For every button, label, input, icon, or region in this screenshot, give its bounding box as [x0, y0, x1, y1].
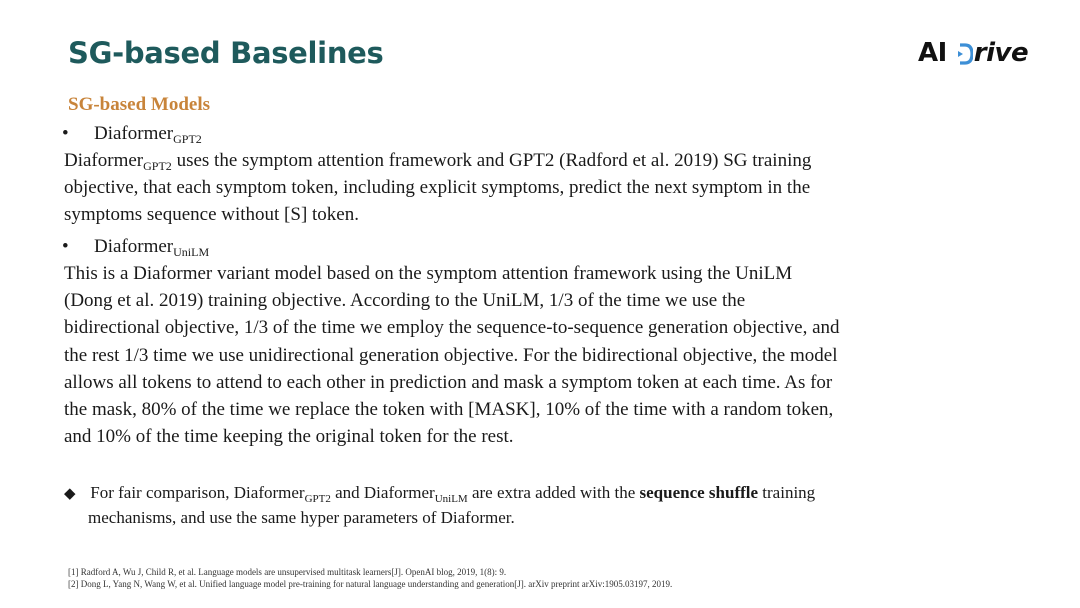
logo-suffix: rive: [973, 38, 1029, 68]
slide-title: SG-based Baselines: [68, 36, 384, 70]
model-subscript: UniLM: [173, 245, 210, 259]
reference-item: [1] Radford A, Wu J, Child R, et al. Language models are unsupervised multitask learners[J]. OpenAI blog, 2019, 1(8): 9.: [68, 567, 507, 577]
paragraph-line: the mask, 80% of the time we replace the token with [MASK], 10% of the time with a random token,: [64, 399, 834, 421]
paragraph-line: objective, that each symptom token, including explicit symptoms, predict the next symptom in the: [64, 177, 811, 199]
references: [68, 566, 672, 590]
logo-prefix: AI: [918, 38, 947, 68]
bullet-icon: •: [62, 123, 69, 144]
diamond-bullet-icon: ◆: [64, 486, 76, 502]
model-item-unilm-description: [64, 260, 994, 450]
ai-drive-logo: [918, 38, 1028, 68]
paragraph-line: and 10% of the time keeping the original token for the rest.: [64, 426, 514, 448]
paragraph-line: allows all tokens to attend to each other in prediction and mask a symptom token at each time. As for: [64, 371, 833, 393]
model-name: Diaformer: [94, 236, 174, 257]
paragraph-line: bidirectional objective, 1/3 of the time we employ the sequence-to-sequence generation objective, and: [64, 317, 840, 339]
paragraph-line: Diaformer$_{GPT2}$ uses the symptom attention framework and GPT2 (Radford et al. 2019) SG training: [64, 150, 812, 173]
paragraph-line: This is a Diaformer variant model based on the symptom attention framework using the UniLM: [64, 263, 793, 284]
model-item-gpt2-heading: [62, 121, 202, 147]
note-line: ◆ For fair comparison, Diaformer$_{GPT2}$ and Diaformer$_{UniLM}$ are extra added with the sequence shuffle training: [64, 483, 816, 505]
emphasis-text: sequence shuffle: [639, 483, 759, 502]
model-item-unilm-heading: [62, 234, 209, 260]
reference-item: [2] Dong L, Yang N, Wang W, et al. Unified language model pre-training for natural language understanding and generation[J]. arXiv preprint arXiv:1905.03197, 2019.: [68, 579, 673, 589]
model-subscript: GPT2: [173, 132, 202, 146]
comparison-note: [64, 481, 1004, 529]
paragraph-line: (Dong et al. 2019) training objective. According to the UniLM, 1/3 of the time we use the: [64, 290, 746, 312]
section-heading: SG-based Models: [68, 94, 210, 115]
note-line: mechanisms, and use the same hyper parameters of Diaformer.: [88, 508, 515, 527]
logo-d-mark-icon: [957, 42, 973, 64]
paragraph-line: symptoms sequence without [S] token.: [64, 204, 359, 226]
model-name: Diaformer: [94, 123, 174, 144]
bullet-icon: •: [62, 236, 69, 257]
paragraph-line: the rest 1/3 time we use unidirectional generation objective. For the bidirectional objective, the model: [64, 344, 838, 366]
model-item-gpt2-description: [64, 147, 994, 229]
